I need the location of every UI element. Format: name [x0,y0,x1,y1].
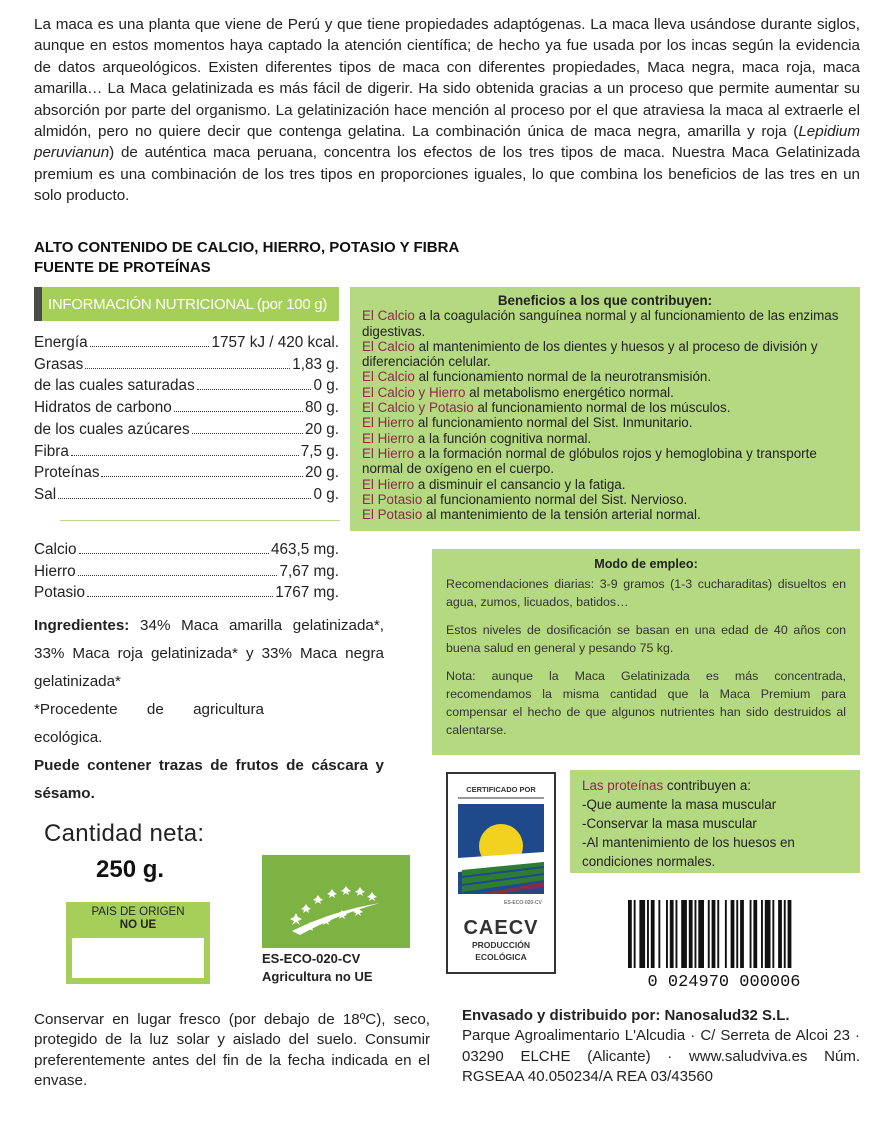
barcode-bar [634,900,636,968]
proteins-intro [582,776,848,795]
benefit-item [362,431,848,446]
barcode-bar [708,900,710,968]
nutrition-table [34,332,339,506]
nutrient-name: El Calcio y Potasio [362,400,474,416]
eu-organic-leaf-icon [262,855,410,948]
origin-box [66,902,210,984]
nutrient-name: El Potasio [362,507,423,523]
barcode-bar [658,900,660,968]
barcode-bar [689,900,693,968]
usage-title: Modo de empleo: [594,557,698,571]
barcode-number: 0 024970 000006 [647,973,801,990]
storage-instructions: Conservar en lugar fresco (por debajo de 18ºC), seco, protegido de la luz solar y aislado del suelo. Consumir preferentemente antes del fin de la fecha indicada en el envase. [34,1011,430,1090]
caecv-certified-label: CERTIFICADO POR [466,785,536,794]
leader-dots [85,368,290,369]
benefit-text: a la formación normal de glóbulos rojos y hemoglobina y transporte normal de oxígeno en el cuerpo. [362,445,817,477]
net-quantity-label: Cantidad neta: [44,820,205,847]
highlight-1: ALTO CONTENIDO DE CALCIO, HIERRO, POTASIO Y FIBRA [34,239,460,256]
benefit-text: a la función cognitiva normal. [414,430,592,446]
net-quantity-value: 250 g. [96,856,165,883]
proteins-label: Las proteínas [582,778,664,793]
leader-dots [78,575,278,576]
nutrient-name: El Hierro [362,476,415,492]
benefit-item [362,308,848,339]
barcode-bar [676,900,678,968]
barcode-bar [778,900,782,968]
distributor-heading: Envasado y distribuido por: Nanosalud32 S.L. [462,1007,790,1024]
highlights [34,238,459,278]
benefit-text: al metabolismo energético normal. [465,384,674,400]
caecv-ecological: ECOLÓGICA [475,952,527,962]
caecv-name: CAECV [463,917,539,939]
barcode-bar [651,900,655,968]
benefits-box [350,287,860,531]
benefit-item [362,400,848,415]
usage-basis: Estos niveles de dosificación se basan en una edad de 40 años con buena salud en general y pesando 75 kg. [446,623,846,655]
leader-dots [174,411,303,412]
benefit-item [362,415,848,430]
header-bar [34,287,42,321]
leader-dots [90,346,210,347]
leader-dots [79,553,269,554]
row-label: de los cuales azúcares [34,420,190,438]
barcode-bar [628,900,632,968]
mineral-row [34,539,339,561]
leader-dots [197,389,312,390]
barcode-bar [725,900,727,968]
row-label: de las cuales saturadas [34,377,195,395]
barcode-bar [639,900,645,968]
barcode-bar [740,900,744,968]
barcode-bar [736,900,738,968]
barcode-bar [698,900,704,968]
barcode-bar [695,900,697,968]
barcode-bar [750,900,752,968]
origin-blank-field [72,938,204,978]
mineral-row [34,582,339,604]
allergen-traces: Puede contener trazas de frutos de cáscara y sésamo. [34,757,384,802]
ingredients-line [34,612,384,696]
barcode-bar [753,900,757,968]
latin-name: Lepidium peruvianun [34,123,860,162]
barcode-bar [788,900,792,968]
nutrition-row [34,397,339,419]
row-label: Calcio [34,541,77,558]
benefit-text: al funcionamiento normal de la neurotransmisión. [414,369,712,385]
origin-label: PAIS DE ORIGEN [91,906,185,918]
proteins-intro-text: contribuyen a: [663,778,751,793]
protein-benefit: -Al mantenimiento de los huesos en condiciones normales. [582,835,795,869]
benefit-item [362,477,848,492]
intro-text: La maca es una planta que viene de Perú y que tiene propiedades adaptógenas. La maca lleva usándose durante siglos, aunque en estos momentos haya captado la atención científica; de hecho ya fue usada por los incas según la evidencia de datos arqueológicos. Existen diferentes tipos de maca con diferentes propiedades, Maca negra, maca roja, maca amarilla… La Maca gelatinizada es más fácil de digerir. Ha sido obtenida gracias a un proceso que permite aumentar su absorción por parte del organismo. La gelatinización hace mención al proceso por el que atraviesa la maca al extraerle el almidón, pero no quiere decir que contenga gelatina. La combinación única de maca negra, amarilla y roja ( [34,16,860,141]
nutrition-row [34,332,339,354]
row-value: 0 g. [313,485,339,503]
benefit-item [362,492,848,507]
barcode-bar [765,900,771,968]
row-value: 20 g. [304,420,339,438]
barcode-bar [681,900,687,968]
benefit-text: a disminuir el cansancio y la fatiga. [414,476,626,492]
row-value: 1767 mg. [275,584,339,602]
benefit-text: al funcionamiento normal del Sist. Inmunitario. [414,415,693,431]
benefit-item [362,507,848,522]
row-value: 1757 kJ / 420 kcal. [211,334,339,351]
nutrition-row [34,484,339,506]
caecv-logo [446,772,556,974]
row-label: Proteínas [34,464,100,482]
row-value: 7,5 g. [300,442,339,460]
nutrition-row [34,375,339,397]
ingredients-note: *Procedente de agricultura ecológica. [34,701,264,746]
proteins-box [570,770,860,873]
row-value: 20 g. [304,464,339,482]
origin-value: NO UE [119,919,157,931]
nutrient-name: El Hierro [362,445,415,461]
nutrient-name: El Hierro [362,415,415,431]
protein-benefit: -Conservar la masa muscular [582,816,757,831]
leader-dots [71,455,299,456]
barcode-bar [670,900,674,968]
nutrient-name: El Calcio [362,308,415,324]
row-value: 0 g. [313,377,339,395]
benefit-item [362,446,848,477]
benefit-item [362,339,848,370]
nutrient-name: El Calcio y Hierro [362,384,466,400]
barcode-bar [784,900,786,968]
eco-agriculture: Agricultura no UE [262,969,373,984]
eco-certification-text [262,950,373,986]
barcode [604,900,834,990]
benefit-text: al mantenimiento de los dientes y huesos y al proceso de división y diferenciación celular. [362,338,818,370]
barcode-bar [712,900,716,968]
leader-dots [87,596,273,597]
row-value: 1,83 g. [292,355,339,373]
minerals-table [34,539,339,604]
nutrition-title: INFORMACIÓN NUTRICIONAL (por 100 g) [48,295,327,313]
benefit-text: al mantenimiento de la tensión arterial normal. [422,507,701,523]
barcode-bar [666,900,668,968]
row-label: Fibra [34,442,69,460]
nutrition-header [34,287,339,321]
row-value: 7,67 mg. [279,562,339,580]
nutrition-row [34,462,339,484]
benefit-item [362,385,848,400]
nutrition-row [34,419,339,441]
eco-code: ES-ECO-020-CV [262,951,361,966]
row-label: Energía [34,334,88,351]
row-label: Grasas [34,355,84,373]
distributor-block [462,1006,860,1088]
nutrient-name: El Potasio [362,491,423,507]
barcode-bar [761,900,763,968]
caecv-production: PRODUCCIÓN [471,940,531,950]
row-label: Hierro [34,562,76,580]
ingredients-label: Ingredientes: [34,617,130,634]
ingredients-block [34,612,384,808]
distributor-address: Parque Agroalimentario L'Alcudia · C/ Serreta de Alcoi 23 · 03290 ELCHE (Alicante) · www.saludviva.es Núm. RGSEAA 40.050234/A REA 03/43560 [462,1027,860,1086]
barcode-bar [731,900,735,968]
barcode-graphic [604,900,834,990]
protein-benefit: -Que aumente la masa muscular [582,797,777,812]
barcode-bar [772,900,774,968]
usage-dosage: Recomendaciones diarias: 3-9 gramos (1-3 cucharaditas) disueltos en agua, zumos, licuados, batidos… [446,577,846,609]
intro-text-end: ) de auténtica maca peruana, concentra los efectos de los tres tipos de maca. Nuestra Maca Gelatinizada premium es una combinación de los tres tipos en proporciones iguales, lo que combina los beneficios de las tres en un solo producto. [34,144,860,205]
barcode-bar [647,900,649,968]
benefit-text: al funcionamiento normal de los músculos. [473,400,731,416]
barcode-bar [717,900,719,968]
nutrition-row [34,441,339,463]
ingredients-text: 34% Maca amarilla gelatinizada*, 33% Maca roja gelatinizada* y 33% Maca negra gelatinizada* [34,617,384,690]
intro-paragraph [34,14,860,207]
nutrient-name: El Calcio [362,338,415,354]
mineral-row [34,561,339,583]
row-label: Potasio [34,584,86,602]
nutrition-row [34,354,339,376]
row-value: 463,5 mg. [270,541,339,558]
highlight-2: FUENTE DE PROTEÍNAS [34,259,211,276]
row-label: Hidratos de carbono [34,399,172,417]
benefit-item [362,369,848,384]
benefits-title: Beneficios a los que contribuyen: [497,293,713,308]
caecv-code: ES-ECO-020-CV [504,900,542,906]
benefit-text: a la coagulación sanguínea normal y al funcionamiento de las enzimas digestivas. [362,308,839,339]
leader-dots [101,476,302,477]
nutrient-name: El Calcio [362,369,415,385]
row-value: 80 g. [304,399,339,417]
leader-dots [192,433,303,434]
row-label: Sal [34,485,57,503]
usage-box [432,549,860,755]
nutrient-name: El Hierro [362,430,415,446]
leader-dots [58,498,311,499]
usage-note: Nota: aunque la Maca Gelatinizada es más concentrada, recomendamos la misma cantidad que la Maca Premium para compensar el hecho de que algunos nutrientes han sido destruidos al calentarse. [446,669,846,737]
benefit-text: al funcionamiento normal del Sist. Nervioso. [422,491,688,507]
divider [60,520,340,521]
